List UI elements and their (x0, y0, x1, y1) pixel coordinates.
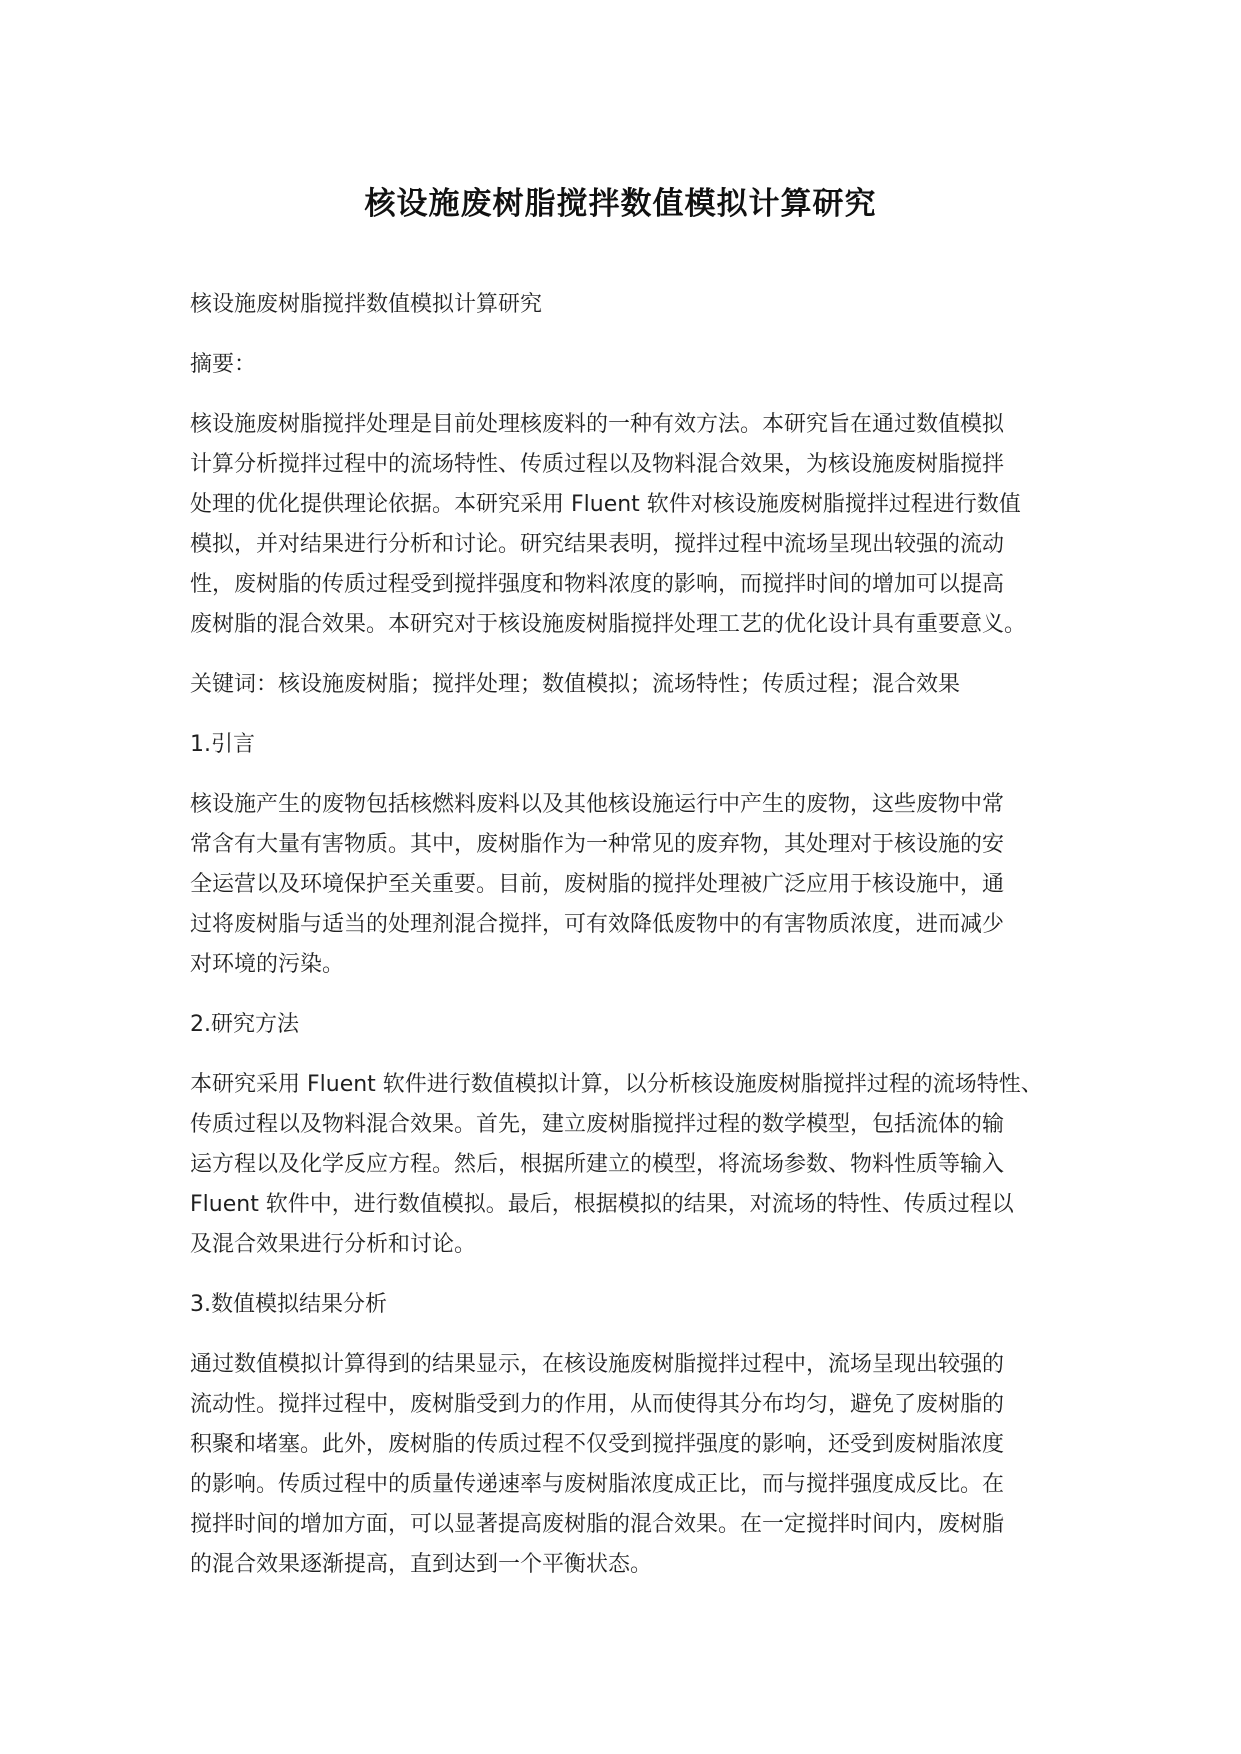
document-title: 核设施废树脂搅拌数值模拟计算研究 (364, 186, 877, 222)
section-heading-introduction: 1.引言 (190, 732, 255, 757)
document-body (190, 285, 1070, 1605)
section-heading-methods: 2.研究方法 (190, 1012, 299, 1037)
abstract-paragraph: 核设施废树脂搅拌处理是目前处理核废料的一种有效方法。本研究旨在通过数值模拟 计算分析搅拌过程中的流场特性、传质过程以及物料混合效果，为核设施废树脂搅拌 处理的优化提供理论依据。本研究采用 Fluent 软件对核设施废树脂搅拌过程进行数值 模拟，并对结果进行分析和讨论。研究结果表明，搅拌过程中流场呈现出较强的流动 性，废树脂的传质过程受到搅拌强度和物料浓度的影响，而搅拌时间的增加可以提高 废树脂的混合效果。本研究对于核设施废树脂搅拌处理工艺的优化设计具有重要意义。 (190, 412, 1027, 637)
section-heading-results: 3.数值模拟结果分析 (190, 1292, 387, 1317)
document-subtitle: 核设施废树脂搅拌数值模拟计算研究 (190, 292, 543, 317)
section-body-methods: 本研究采用 Fluent 软件进行数值模拟计算，以分析核设施废树脂搅拌过程的流场特性、 传质过程以及物料混合效果。首先，建立废树脂搅拌过程的数学模型，包括流体的输 运方程以及化学反应方程。然后，根据所建立的模型，将流场参数、物料性质等输入 Fluent 软件中，进行数值模拟。最后，根据模拟的结果，对流场的特性、传质过程以 及混合效果进行分析和讨论。 (190, 1072, 1043, 1257)
section-body-introduction: 核设施产生的废物包括核燃料废料以及其他核设施运行中产生的废物，这些废物中常 常含有大量有害物质。其中，废树脂作为一种常见的废弃物，其处理对于核设施的安 全运营以及环境保护至关重要。目前，废树脂的搅拌处理被广泛应用于核设施中，通 过将废树脂与适当的处理剂混合搅拌，可有效降低废物中的有害物质浓度，进而减少 对环境的污染。 (190, 792, 1005, 977)
abstract-label: 摘要： (190, 352, 257, 377)
section-body-results: 通过数值模拟计算得到的结果显示，在核设施废树脂搅拌过程中，流场呈现出较强的 流动性。搅拌过程中，废树脂受到力的作用，从而使得其分布均匀，避免了废树脂的 积聚和堵塞。此外，废树脂的传质过程不仅受到搅拌强度的影响，还受到废树脂浓度 的影响。传质过程中的质量传递速率与废树脂浓度成正比，而与搅拌强度成反比。在 搅拌时间的增加方面，可以显著提高废树脂的混合效果。在一定搅拌时间内，废树脂 的混合效果逐渐提高，直到达到一个平衡状态。 (190, 1352, 1005, 1577)
keywords-line: 关键词：核设施废树脂；搅拌处理；数值模拟；流场特性；传质过程；混合效果 (190, 672, 961, 697)
